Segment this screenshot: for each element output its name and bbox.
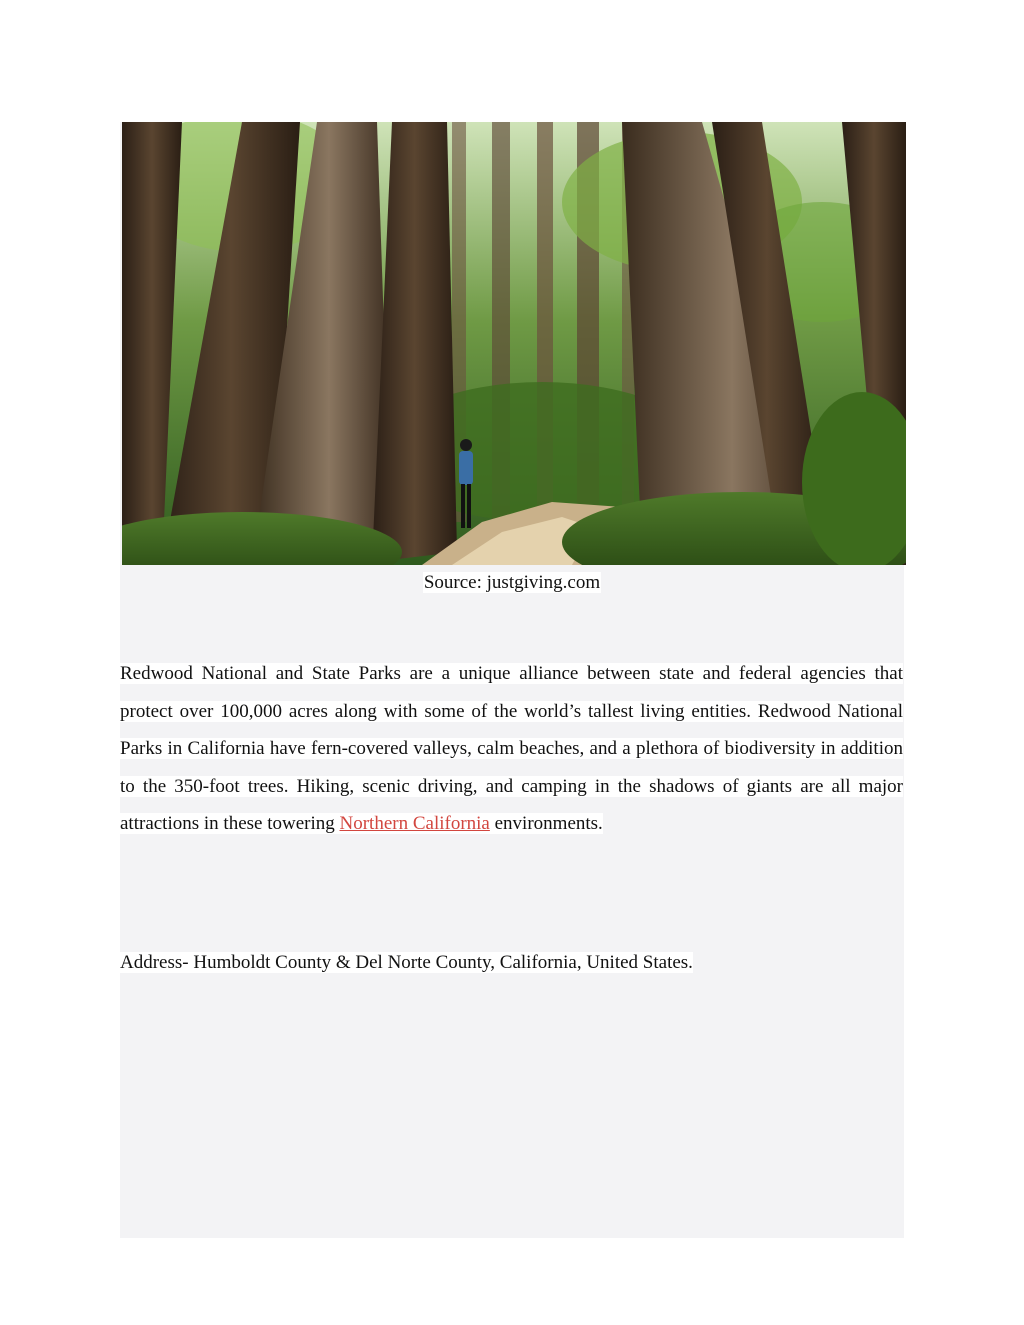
paragraph-text-end: environments.	[489, 813, 603, 834]
paragraph-text: Redwood National and State Parks are a unique alliance between state and federal agencies that protect over 100,000 acres along with some of the world’s tallest living entities. Redwood National Parks in California have fern-covered valleys, calm beaches, and a plethora of biodiversity in addition to the 350-foot trees. Hiking, scenic driving, and camping in the shadows of giants are all major attractions in these towering	[120, 663, 903, 834]
redwood-forest-photo	[122, 122, 906, 565]
northern-california-link[interactable]: Northern California	[339, 813, 490, 834]
body-paragraph	[120, 655, 903, 843]
address-line: Address- Humboldt County & Del Norte County, California, United States.	[120, 952, 693, 973]
image-caption: Source: justgiving.com	[423, 572, 601, 593]
